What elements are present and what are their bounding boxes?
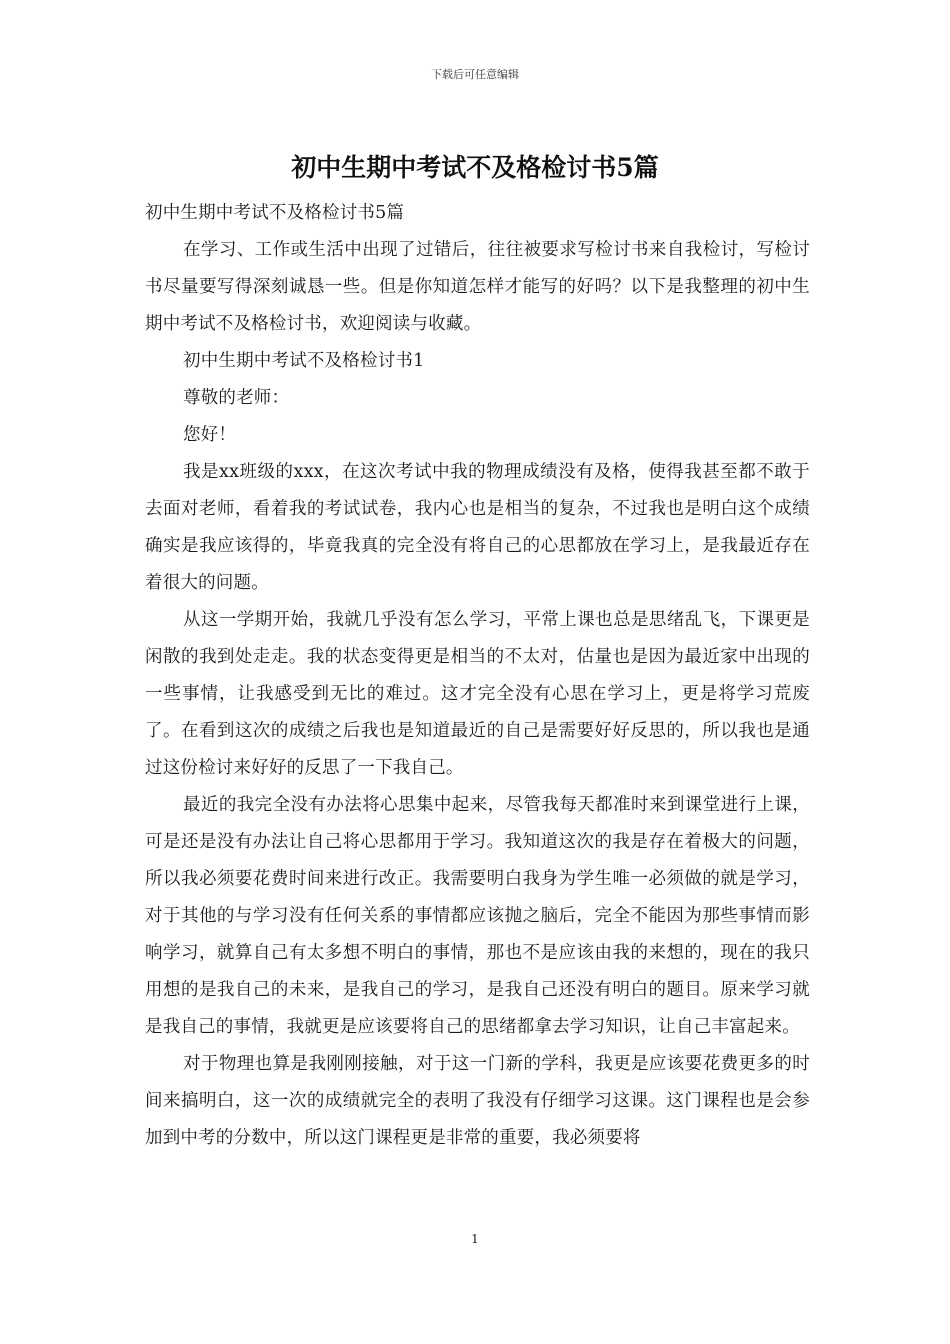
greeting: 您好！	[183, 425, 237, 445]
document-title: 初中生期中考试不及格检讨书5篇	[291, 153, 659, 182]
document-body	[145, 195, 810, 1157]
paragraph: 我是xx班级的xxx，在这次考试中我的物理成绩没有及格，使得我甚至都不敢于去面对老师，看着我的考试试卷，我内心也是相当的复杂，不过我也是明白这个成绩确实是我应该得的，毕竟我真的完全没有将自己的心思都放在学习上，是我最近存在着很大的问题。	[145, 462, 810, 593]
paragraph: 对于物理也算是我刚刚接触，对于这一门新的学科，我更是应该要花费更多的时间来搞明白，这一次的成绩就完全的表明了我没有仔细学习这课。这门课程也是会参加到中考的分数中，所以这门课程更是非常的重要，我必须要将	[145, 1054, 810, 1148]
paragraph: 从这一学期开始，我就几乎没有怎么学习，平常上课也总是思绪乱飞，下课更是闲散的我到处走走。我的状态变得更是相当的不太对，估量也是因为最近家中出现的一些事情，让我感受到无比的难过。这才完全没有心思在学习上，更是将学习荒废了。在看到这次的成绩之后我也是知道最近的自己是需要好好反思的，所以我也是通过这份检讨来好好的反思了一下我自己。	[145, 610, 810, 778]
document-subtitle: 初中生期中考试不及格检讨书5篇	[145, 203, 405, 223]
paragraph-intro: 在学习、工作或生活中出现了过错后，往往被要求写检讨书来自我检讨，写检讨书尽量要写得深刻诚恳一些。但是你知道怎样才能写的好吗？以下是我整理的初中生期中考试不及格检讨书，欢迎阅读与收藏。	[145, 240, 810, 334]
section-heading: 初中生期中考试不及格检讨书1	[183, 351, 425, 371]
paragraph: 最近的我完全没有办法将心思集中起来，尽管我每天都准时来到课堂进行上课，可是还是没有办法让自己将心思都用于学习。我知道这次的我是存在着极大的问题，所以我必须要花费时间来进行改正。我需要明白我身为学生唯一必须做的就是学习，对于其他的与学习没有任何关系的事情都应该抛之脑后，完全不能因为那些事情而影响学习，就算自己有太多想不明白的事情，那也不是应该由我的来想的，现在的我只用想的是我自己的未来，是我自己的学习，是我自己还没有明白的题目。原来学习就是我自己的事情，我就更是应该要将自己的思绪都拿去学习知识，让自己丰富起来。	[145, 795, 810, 1037]
header-note: 下载后可任意编辑	[431, 68, 519, 81]
page-number: 1	[471, 1232, 479, 1246]
salutation: 尊敬的老师：	[183, 388, 290, 408]
